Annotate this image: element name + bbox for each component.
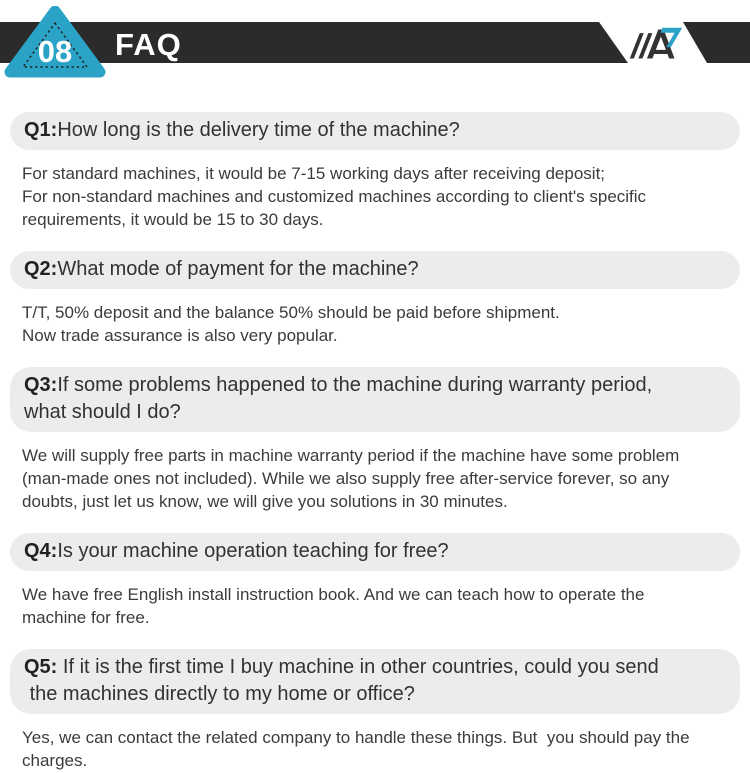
question-label: Q4: — [24, 540, 58, 562]
question-pill — [10, 649, 740, 714]
faq-item-q2 — [10, 251, 740, 347]
answer-text — [22, 301, 728, 347]
answer-line: T/T, 50% deposit and the balance 50% should be paid before shipment. — [22, 303, 560, 322]
section-number-badge — [3, 6, 107, 78]
question-label: Q3: — [24, 374, 58, 396]
question-pill — [10, 533, 740, 571]
answer-line: machine for free. — [22, 608, 150, 627]
answer-text — [22, 444, 728, 513]
question-label: Q5: — [24, 656, 58, 678]
question-text: How long is the delivery time of the machine? — [57, 119, 460, 141]
faq-item-q5 — [10, 649, 740, 772]
brand-logo-icon — [628, 25, 684, 63]
answer-line: doubts, just let us know, we will give you solutions in 30 minutes. — [22, 492, 508, 511]
question-label: Q2: — [24, 258, 58, 280]
answer-text — [22, 726, 728, 772]
answer-line: (man-made ones not included). While we also supply free after-service forever, so any — [22, 469, 670, 488]
question-line: the machines directly to my home or office? — [24, 683, 415, 705]
answer-line: For non-standard machines and customized machines according to client's specific — [22, 187, 647, 206]
page-title: FAQ — [115, 27, 182, 62]
answer-line: Now trade assurance is also very popular. — [22, 326, 338, 345]
faq-item-q1 — [10, 112, 740, 231]
question-text: Is your machine operation teaching for free? — [57, 540, 449, 562]
answer-text — [22, 583, 728, 629]
question-label: Q1: — [24, 119, 58, 141]
answer-line: We will supply free parts in machine warranty period if the machine have some problem — [22, 446, 680, 465]
answer-line: For standard machines, it would be 7-15 working days after receiving deposit; — [22, 164, 606, 183]
answer-line: charges. — [22, 751, 88, 770]
header-bar-right-block — [683, 22, 750, 63]
section-header — [0, 0, 750, 90]
question-pill — [10, 367, 740, 432]
question-text: If some problems happened to the machine during warranty period, — [57, 374, 653, 396]
badge-number: 08 — [37, 34, 73, 69]
question-pill — [10, 112, 740, 150]
question-text: What mode of payment for the machine? — [57, 258, 419, 280]
answer-line: We have free English install instruction book. And we can teach how to operate the — [22, 585, 645, 604]
question-line — [24, 372, 726, 399]
answer-line: requirements, it would be 15 to 30 days. — [22, 210, 324, 229]
faq-item-q3 — [10, 367, 740, 513]
answer-line: Yes, we can contact the related company to handle these things. But you should pay the — [22, 728, 690, 747]
answer-text — [22, 162, 728, 231]
faq-item-q4 — [10, 533, 740, 629]
question-pill — [10, 251, 740, 289]
question-line — [24, 654, 726, 681]
question-line: what should I do? — [24, 401, 181, 423]
question-text: If it is the first time I buy machine in other countries, could you send — [57, 656, 659, 678]
